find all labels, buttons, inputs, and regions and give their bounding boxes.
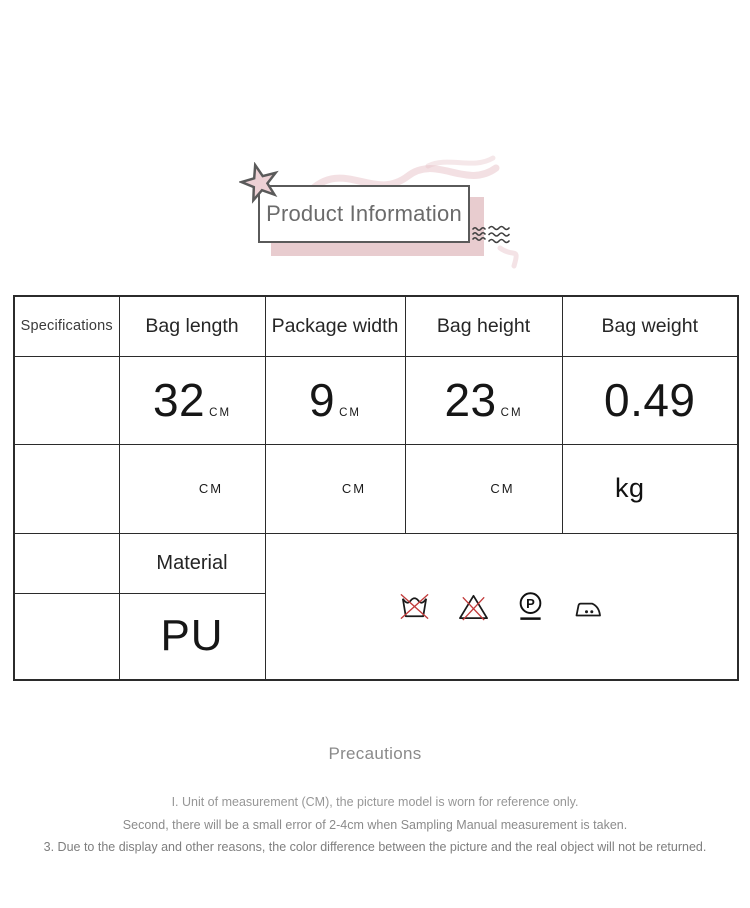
header-bag-weight: Bag weight [562, 296, 738, 356]
header-package-width: Package width [265, 296, 405, 356]
star-icon [239, 162, 281, 204]
empty-cell [14, 444, 119, 533]
empty-cell [14, 593, 119, 680]
empty-cell [14, 533, 119, 593]
iron-icon [571, 591, 605, 621]
header-specifications: Specifications [14, 296, 119, 356]
material-label-row [14, 533, 738, 593]
dry-clean-letter: P [525, 595, 535, 611]
precaution-note-3: 3. Due to the display and other reasons, the color difference between the picture and the real object will not be returned. [43, 840, 707, 854]
bag-height-unit-label: CM [405, 444, 562, 533]
header-bag-height: Bag height [405, 296, 562, 356]
precaution-note-2: Second, there will be a small error of 2-4cm when Sampling Manual measurement is taken. [122, 817, 628, 832]
page-title [258, 185, 470, 243]
page-title-label: Product Information [266, 201, 462, 226]
bag-height-value: 23 [444, 374, 497, 426]
package-width-unit-label: CM [265, 444, 405, 533]
waves-icon [472, 221, 514, 248]
package-width-value-cell [265, 356, 405, 444]
bag-height-unit: CM [500, 407, 523, 419]
bag-height-value-cell [405, 356, 562, 444]
precautions-heading: Precautions [328, 744, 422, 763]
bag-length-value-cell [119, 356, 265, 444]
material-label: Material [119, 533, 265, 593]
table-values-row [14, 356, 738, 444]
table-header-row [14, 296, 738, 356]
table-units-row [14, 444, 738, 533]
package-width-value: 9 [309, 374, 336, 426]
header-bag-length: Bag length [119, 296, 265, 356]
bag-weight-value: 0.49 [603, 374, 696, 426]
do-not-bleach-icon [457, 591, 490, 622]
precaution-note-1: I. Unit of measurement (CM), the picture model is worn for reference only. [171, 795, 579, 809]
dry-clean-p-icon [516, 591, 545, 622]
empty-cell [14, 356, 119, 444]
spec-table [13, 295, 739, 681]
bag-weight-unit-label: kg [562, 444, 738, 533]
bag-length-unit: CM [209, 407, 232, 419]
do-not-wash-icon [398, 591, 431, 622]
precautions-notes [0, 791, 750, 859]
bag-length-unit-label: CM [119, 444, 265, 533]
bag-weight-value-cell [562, 356, 738, 444]
care-symbols-cell [265, 533, 738, 680]
material-value: PU [119, 593, 265, 680]
package-width-unit: CM [339, 407, 361, 419]
bag-length-value: 32 [152, 374, 206, 426]
